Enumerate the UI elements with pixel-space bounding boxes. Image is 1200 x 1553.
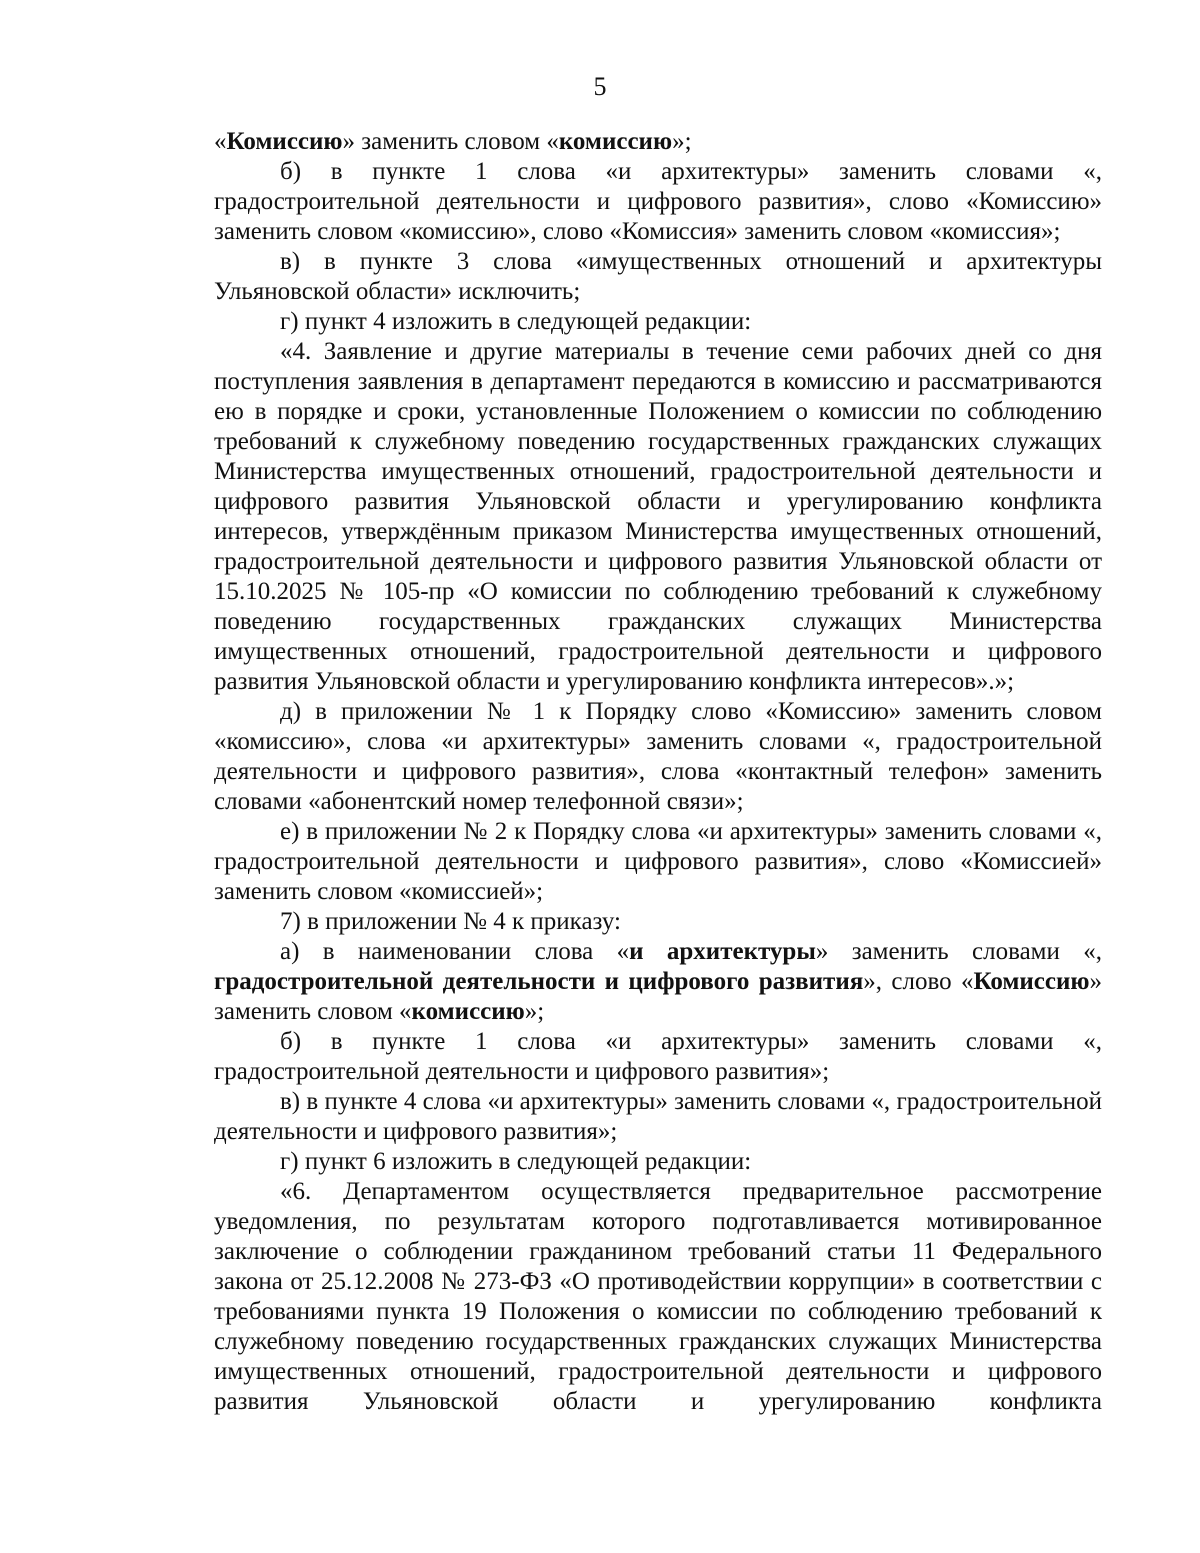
page-number: 5 [593,72,607,101]
paragraph-5: «4. Заявление и другие материалы в течение семи рабочих дней со дня поступления заявления в департамент передаются в комиссию и рассматриваются ею в порядке и сроки, установленные Положением о комиссии по соблюдению требований к служебному поведению государственных гражданских служащих Министерства имущественных отношений, градостроительной деятельности и цифрового развития Ульяновской области и урегулированию конфликта интересов, утверждённым приказом Министерства имущественных отношений, градостроительной деятельности и цифрового развития Ульяновской области от 15.10.2025 № 105-пр «О комиссии по соблюдению требований к служебному поведению государственных гражданских служащих Министерства имущественных отношений, градостроительной деятельности и цифрового развития Ульяновской области и урегулированию конфликта интересов».»; [214,338,1102,695]
paragraph-13: «6. Департаментом осуществляется предварительное рассмотрение уведомления, по результатам которого подготавливается мотивированное заключение о соблюдении гражданином требований статьи 11 Федерального закона от 25.12.2008 № 273-ФЗ «О противодействии коррупции» в соответствии с требованиями пункта 19 Положения о комиссии по соблюдению требований к служебному поведению государственных гражданских служащих Министерства имущественных отношений, градостроительной деятельности и цифрового развития Ульяновской области и урегулированию конфликта [214,1178,1102,1415]
paragraph-10: б) в пункте 1 слова «и архитектуры» заменить словами «, градостроительной деятельности и цифрового развития»; [214,1028,1102,1085]
paragraph-1: «Комиссию» заменить словом «комиссию»; [214,128,692,155]
paragraph-6: д) в приложении № 1 к Порядку слово «Комиссию» заменить словом «комиссию», слова «и архитектуры» заменить словами «, градостроительной деятельности и цифрового развития», слова «контактный телефон» заменить словами «абонентский номер телефонной связи»; [214,698,1102,815]
paragraph-11: в) в пункте 4 слова «и архитектуры» заменить словами «, градостроительной деятельности и цифрового развития»; [214,1088,1102,1145]
paragraph-8: 7) в приложении № 4 к приказу: [280,908,622,935]
paragraph-12: г) пункт 6 изложить в следующей редакции: [280,1148,752,1175]
paragraph-2: б) в пункте 1 слова «и архитектуры» заменить словами «, градостроительной деятельности и цифрового развития», слово «Комиссию» заменить словом «комиссию», слово «Комиссия» заменить словом «комиссия»; [214,158,1102,245]
paragraph-4: г) пункт 4 изложить в следующей редакции: [280,308,752,335]
paragraph-7: е) в приложении № 2 к Порядку слова «и архитектуры» заменить словами «, градостроительной деятельности и цифрового развития», слово «Комиссией» заменить словом «комиссией»; [214,818,1102,905]
paragraph-3: в) в пункте 3 слова «имущественных отношений и архитектуры Ульяновской области» исключить; [214,248,1102,305]
paragraph-9: а) в наименовании слова «и архитектуры» заменить словами «, градостроительной деятельности и цифрового развития», слово «Комиссию» заменить словом «комиссию»; [214,938,1102,1025]
document-body [214,127,1102,1417]
